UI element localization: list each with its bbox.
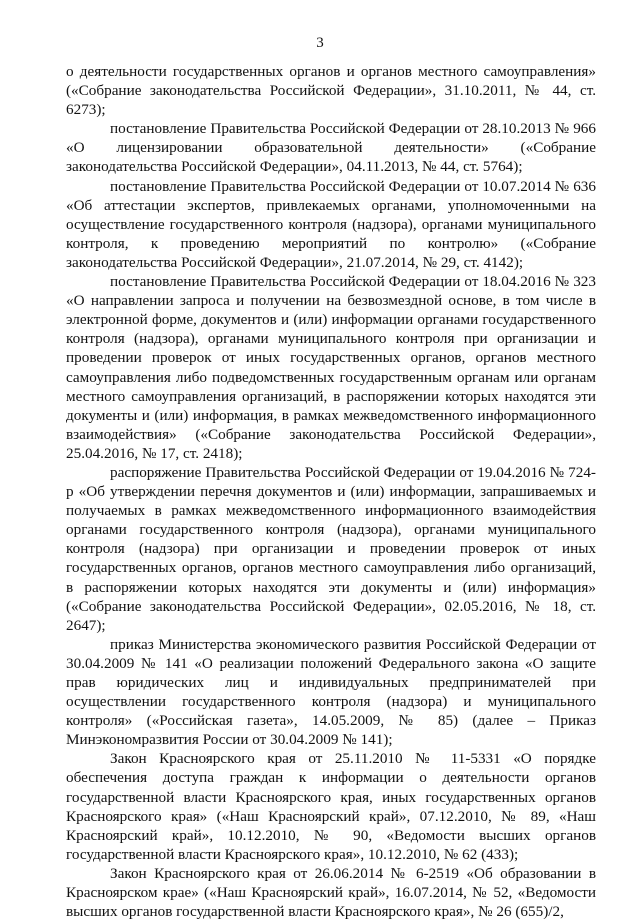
document-body [66, 62, 596, 921]
paragraph-decree-323: постановление Правительства Российской Федерации от 18.04.2016 № 323 «О направлении запроса и получении на безвозмездной основе, в том числе в электронной форме, документов и (или) информации органами государственного контроля (надзора), органами муниципального контроля при организации и проведении проверок от иных государственных органов, органов местного самоуправления либо подведомственных государственным органам или органам местного самоуправления организаций, в распоряжении которых находятся эти документы и (или) информация, в рамках межведомственного информационного взаимодействия» («Собрание законодательства Российской Федерации», 25.04.2016, № 17, ст. 2418); [66, 273, 596, 462]
page-number: 3 [316, 35, 324, 51]
paragraph-order-724r: распоряжение Правительства Российской Федерации от 19.04.2016 № 724-р «Об утверждении перечня документов и (или) информации, запрашиваемых и получаемых в рамках межведомственного информационного взаимодействия органами государственного контроля (надзора), органами муниципального контроля (надзора) при организации и проведении проверок от иных государственных органов, органов местного самоуправления либо организаций, в распоряжении которых находятся эти документы и (или) информация» («Собрание законодательства Российской Федерации», 02.05.2016, № 18, ст. 2647); [66, 463, 596, 634]
paragraph-decree-636: постановление Правительства Российской Федерации от 10.07.2014 № 636 «Об аттестации экспертов, привлекаемых органами, уполномоченными на осуществление государственного контроля (надзора), органами муниципального контроля, к проведению мероприятий по контролю» («Собрание законодательства Российской Федерации», 21.07.2014, № 29, ст. 4142); [66, 177, 596, 271]
paragraph-continuation: о деятельности государственных органов и органов местного самоуправления» («Собрание законодательства Российской Федерации», 31.10.2011, № 44, ст. 6273); [66, 63, 596, 119]
paragraph-law-6-2519: Закон Красноярского края от 26.06.2014 № 6-2519 «Об образовании в Красноярском крае» («Наш Красноярский край», 16.07.2014, № 52, «Ведомости высших органов государственной власти Красноярского края», № 26 (655)/2, [66, 864, 596, 921]
paragraph-law-11-5331: Закон Красноярского края от 25.11.2010 № 11-5331 «О порядке обеспечения доступа граждан к информации о деятельности органов государственной власти Красноярского края, иных государственных органов Красноярского края» («Наш Красноярский край», 07.12.2010, № 89, «Наш Красноярский край», 10.12.2010, № 90, «Ведомости высших органов государственной власти Красноярского края», 10.12.2010, № 62 (433); [66, 750, 596, 863]
paragraph-decree-966: постановление Правительства Российской Федерации от 28.10.2013 № 966 «О лицензировании образовательной деятельности» («Собрание законодательства Российской Федерации», 04.11.2013, № 44, ст. 5764); [66, 120, 596, 176]
paragraph-order-141: приказ Министерства экономического развития Российской Федерации от 30.04.2009 № 141 «О реализации положений Федерального закона «О защите прав юридических лиц и индивидуальных предпринимателей при осуществлении государственного контроля (надзора) и муниципального контроля» («Российская газета», 14.05.2009, № 85) (далее – Приказ Минэкономразвития России от 30.04.2009 № 141); [66, 635, 596, 749]
